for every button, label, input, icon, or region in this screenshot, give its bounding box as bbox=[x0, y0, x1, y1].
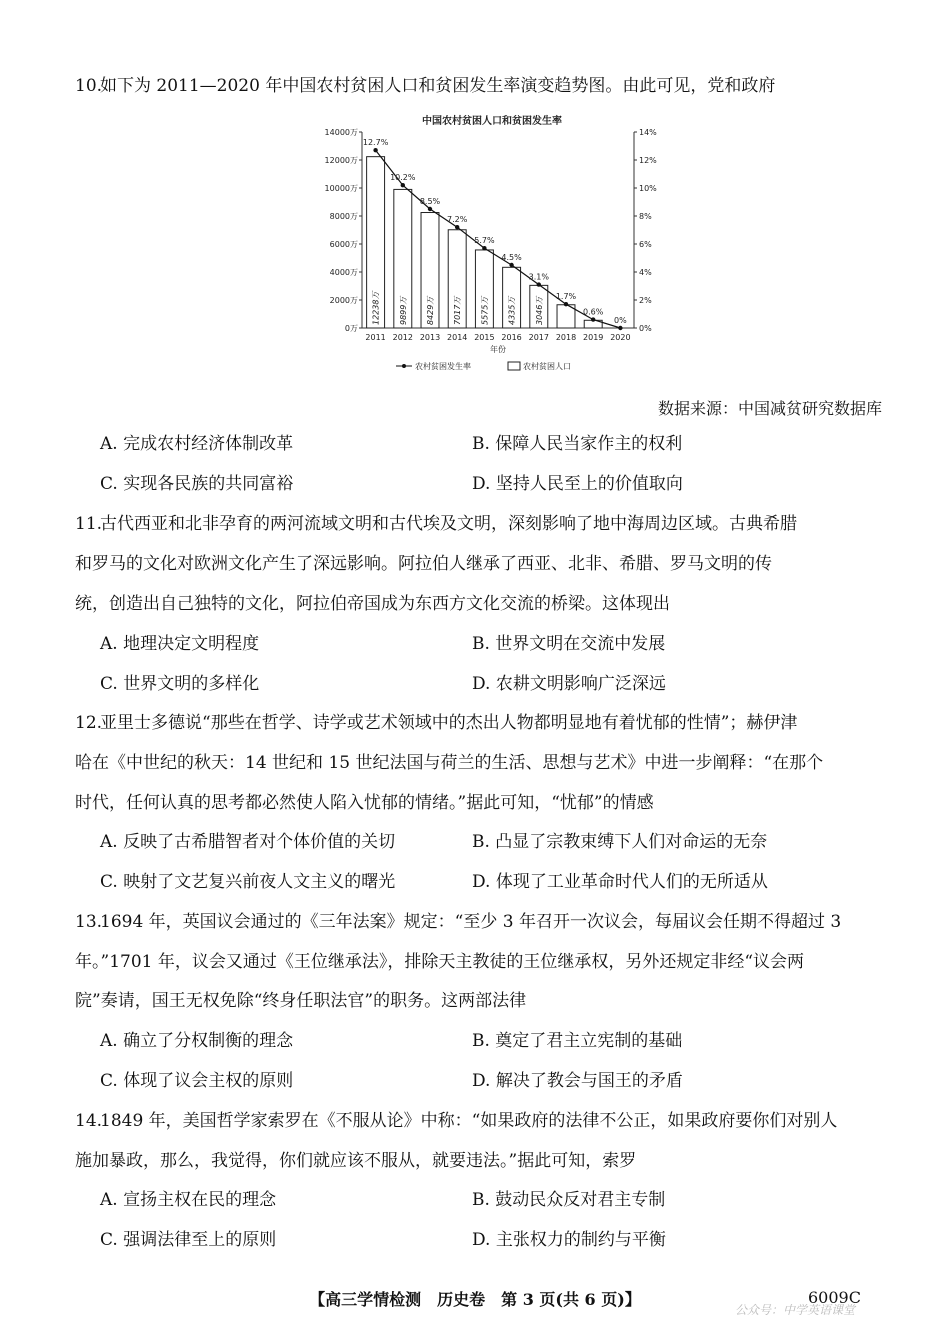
population-bar-label: 9899万 bbox=[398, 296, 408, 325]
question-11-line-1: 古代西亚和北非孕育的两河流域文明和古代埃及文明，深刻影响了地中海周边区域。古典希腊 bbox=[100, 514, 797, 534]
rate-point bbox=[591, 317, 595, 321]
left-axis-tick-label: 14000万 bbox=[324, 128, 358, 137]
question-12-line-3: 时代，任何认真的思考都必然使人陷入忧郁的情绪。”据此可知，“忧郁”的情感 bbox=[75, 793, 654, 813]
question-12-line-2: 哈在《中世纪的秋天：14 世纪和 15 世纪法国与荷兰的生活、思想与艺术》中进一步阐释：“在那个 bbox=[75, 753, 824, 773]
rate-point bbox=[455, 225, 459, 229]
page-footer: 【高三学情检测 历史卷 第 3 页(共 6 页)】 bbox=[309, 1290, 641, 1309]
question-14-line-2: 施加暴政，那么，我觉得，你们就应该不服从，就要违法。”据此可知，索罗 bbox=[75, 1151, 637, 1171]
question-13-option-c[interactable]: C. 体现了议会主权的原则 bbox=[100, 1071, 294, 1091]
x-tick-label: 2014 bbox=[447, 333, 468, 342]
right-axis-tick-label: 2% bbox=[639, 296, 652, 305]
rate-point bbox=[401, 183, 405, 187]
question-12-option-b[interactable]: B. 凸显了宗教束缚下人们对命运的无奈 bbox=[472, 832, 768, 852]
data-source-note: 数据来源：中国减贫研究数据库 bbox=[657, 399, 882, 418]
right-axis-tick-label: 8% bbox=[639, 212, 652, 221]
rate-data-label: 3.1% bbox=[528, 272, 549, 282]
left-axis-tick-label: 4000万 bbox=[329, 268, 358, 277]
question-11-number: 11. bbox=[75, 514, 103, 534]
question-10-option-a[interactable]: A. 完成农村经济体制改革 bbox=[100, 434, 294, 454]
rate-data-label: 4.5% bbox=[501, 253, 522, 262]
right-axis-tick-label: 10% bbox=[639, 184, 657, 193]
rate-data-label: 10.2% bbox=[390, 173, 416, 183]
question-12-option-a[interactable]: A. 反映了古希腊智者对个体价值的关切 bbox=[100, 832, 396, 852]
question-14-option-c[interactable]: C. 强调法律至上的原则 bbox=[100, 1230, 277, 1250]
right-axis-tick-label: 4% bbox=[639, 268, 652, 277]
rate-point bbox=[537, 282, 541, 286]
population-bar-label: 7017万 bbox=[453, 296, 463, 325]
question-12-option-c[interactable]: C. 映射了文艺复兴前夜人文主义的曙光 bbox=[100, 872, 396, 892]
right-axis-tick-label: 6% bbox=[639, 240, 652, 249]
population-bar-label: 12238万 bbox=[371, 291, 381, 325]
x-tick-label: 2015 bbox=[474, 333, 495, 342]
question-12-number: 12. bbox=[75, 713, 103, 733]
left-axis-tick-label: 6000万 bbox=[329, 240, 358, 249]
chart-title: 中国农村贫困人口和贫困发生率 bbox=[422, 116, 562, 127]
right-axis-tick-label: 14% bbox=[639, 128, 657, 137]
watermark: 公众号：中学英语课堂 bbox=[735, 1303, 856, 1317]
left-axis-tick-label: 8000万 bbox=[329, 212, 358, 221]
rate-point bbox=[373, 148, 377, 152]
legend-bar-marker bbox=[508, 362, 520, 370]
question-12-option-d[interactable]: D. 体现了工业革命时代人们的无所适从 bbox=[472, 872, 768, 892]
question-11-line-2: 和罗马的文化对欧洲文化产生了深远影响。阿拉伯人继承了西亚、北非、希腊、罗马文明的传 bbox=[75, 554, 772, 574]
question-11-option-d[interactable]: D. 农耕文明影响广泛深远 bbox=[472, 674, 666, 694]
population-bar-label: 5575万 bbox=[480, 296, 490, 325]
legend-line-dot bbox=[402, 364, 406, 368]
rate-data-label: 5.7% bbox=[474, 236, 495, 246]
question-13-line-3: 院”奏请，国王无权免除“终身任职法官”的职务。这两部法律 bbox=[75, 991, 527, 1011]
question-11-line-3: 统，创造出自己独特的文化，阿拉伯帝国成为东西方文化交流的桥梁。这体现出 bbox=[75, 594, 670, 614]
x-axis-title: 年份 bbox=[490, 345, 506, 354]
x-tick-label: 2019 bbox=[583, 333, 604, 342]
x-tick-label: 2011 bbox=[365, 333, 386, 342]
x-tick-label: 2020 bbox=[610, 333, 631, 342]
question-13-number: 13. bbox=[75, 912, 103, 932]
right-axis-tick-label: 12% bbox=[639, 156, 657, 165]
rate-data-label: 7.2% bbox=[447, 215, 468, 225]
question-14-option-a[interactable]: A. 宣扬主权在民的理念 bbox=[100, 1190, 277, 1210]
question-14-option-b[interactable]: B. 鼓动民众反对君主专制 bbox=[472, 1190, 666, 1210]
question-13-line-1: 1694 年，英国议会通过的《三年法案》规定：“至少 3 年召开一次议会，每届议会任期不得超过 3 bbox=[100, 912, 842, 932]
left-axis-tick-label: 10000万 bbox=[324, 184, 358, 193]
rate-data-label: 8.5% bbox=[419, 197, 441, 206]
question-11-option-a[interactable]: A. 地理决定文明程度 bbox=[100, 634, 260, 654]
x-tick-label: 2012 bbox=[392, 333, 413, 342]
rate-point bbox=[482, 246, 486, 250]
left-axis-tick-label: 2000万 bbox=[329, 296, 358, 305]
question-10-number: 10. bbox=[75, 76, 103, 96]
left-axis-tick-label: 0万 bbox=[344, 324, 358, 333]
question-14-line-1: 1849 年，美国哲学家索罗在《不服从论》中称：“如果政府的法律不公正，如果政府要你们对别人 bbox=[100, 1111, 838, 1131]
population-bar-label: 4335万 bbox=[507, 296, 517, 325]
question-10-option-c[interactable]: C. 实现各民族的共同富裕 bbox=[100, 474, 294, 494]
rate-point bbox=[509, 263, 513, 267]
question-13-option-d[interactable]: D. 解决了教会与国王的矛盾 bbox=[472, 1071, 683, 1091]
question-11-option-b[interactable]: B. 世界文明在交流中发展 bbox=[472, 634, 666, 654]
question-12-line-1: 亚里士多德说“那些在哲学、诗学或艺术领域中的杰出人物都明显地有着忧郁的性情”；赫伊津 bbox=[100, 713, 798, 733]
rate-data-label: 0.6% bbox=[583, 307, 604, 317]
left-axis-tick-label: 12000万 bbox=[324, 156, 358, 165]
question-10-option-d[interactable]: D. 坚持人民至上的价值取向 bbox=[472, 474, 683, 494]
rate-data-label: 0% bbox=[614, 316, 627, 325]
question-13-option-a[interactable]: A. 确立了分权制衡的理念 bbox=[100, 1031, 294, 1051]
population-bar-label: 3046万 bbox=[534, 296, 544, 325]
rate-point bbox=[618, 326, 622, 330]
question-13-line-2: 年。”1701 年，议会又通过《王位继承法》，排除天主教徒的王位继承权，另外还规定非经“议会两 bbox=[75, 952, 805, 972]
rate-data-label: 12.7% bbox=[362, 138, 389, 148]
x-tick-label: 2018 bbox=[555, 333, 577, 342]
rate-point bbox=[564, 302, 568, 306]
legend-rate-label: 农村贫困发生率 bbox=[415, 362, 471, 371]
right-axis-tick-label: 0% bbox=[639, 324, 652, 333]
paper-code: 6009C bbox=[808, 1288, 861, 1307]
question-10-stem: 如下为 2011—2020 年中国农村贫困人口和贫困发生率演变趋势图。由此可见，党和政府 bbox=[100, 76, 776, 96]
poverty-chart bbox=[312, 110, 672, 376]
question-14-option-d[interactable]: D. 主张权力的制约与平衡 bbox=[472, 1230, 666, 1250]
rate-point bbox=[428, 207, 432, 211]
question-11-option-c[interactable]: C. 世界文明的多样化 bbox=[100, 674, 260, 694]
rate-data-label: 1.7% bbox=[555, 292, 577, 302]
x-tick-label: 2017 bbox=[528, 333, 549, 342]
question-14-number: 14. bbox=[75, 1111, 103, 1131]
question-13-option-b[interactable]: B. 奠定了君主立宪制的基础 bbox=[472, 1031, 683, 1051]
legend-population-label: 农村贫困人口 bbox=[523, 362, 571, 371]
x-tick-label: 2016 bbox=[501, 333, 522, 342]
question-10-option-b[interactable]: B. 保障人民当家作主的权利 bbox=[472, 434, 683, 454]
population-bar-label: 8429万 bbox=[426, 296, 435, 325]
x-tick-label: 2013 bbox=[419, 333, 441, 342]
